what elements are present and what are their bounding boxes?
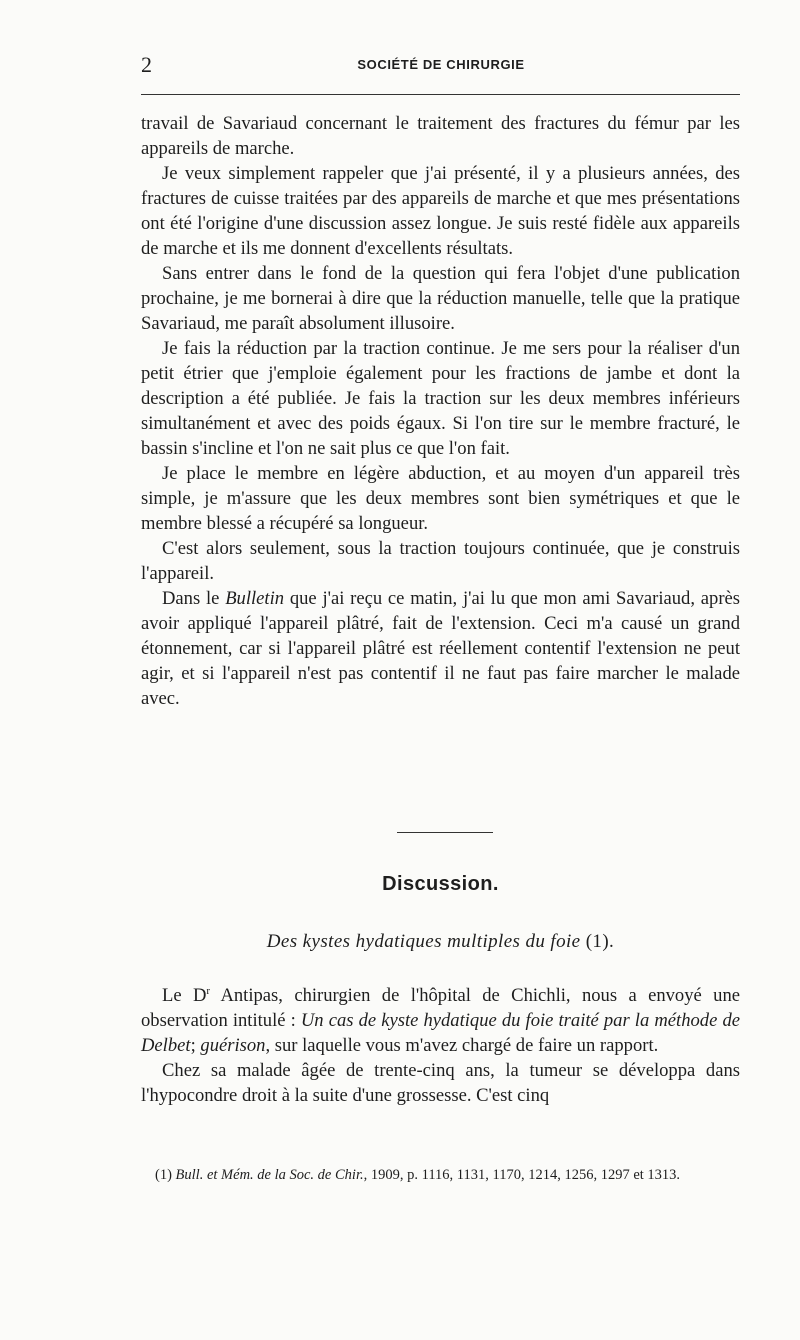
footnote-ref: (1). (585, 931, 615, 952)
paragraph (141, 983, 740, 1058)
paragraph: Sans entrer dans le fond de la question qui fera l'objet d'une publication prochaine, je me bornerai à dire que la réduction manuelle, telle que la pratique Savariaud, me paraît absolument illusoire. (141, 263, 740, 334)
paragraph: C'est alors seulement, sous la traction toujours continuée, que je construis l'appareil. (141, 538, 740, 584)
footnote-text: , 1909, p. 1116, 1131, 1170, 1214, 1256, 1297 et 1313. (363, 1167, 681, 1183)
paragraph-text: , sur laquelle vous m'avez chargé de faire un rapport. (265, 1035, 659, 1056)
footnote-number: (1) (155, 1167, 176, 1183)
header-rule (141, 94, 740, 95)
paragraph: Je veux simplement rappeler que j'ai présenté, il y a plusieurs années, des fractures de cuisse traitées par des appareils de marche et que mes présentations ont été l'origine d'une discussion assez longue. Je suis resté fidèle aux appareils de marche et ils me donnent d'excellents résultats. (141, 163, 740, 259)
bulletin-title: Bulletin (225, 588, 285, 609)
subtitle-text: Des kystes hydatiques multiples du foie (266, 931, 581, 952)
paragraph-text: Le D (162, 985, 207, 1006)
observation-title: Un cas de kyste hydatique du foie traité par la méthode de Delbet (141, 1010, 740, 1056)
paragraph: Je fais la réduction par la traction continue. Je me sers pour la réaliser d'un petit étrier que j'emploie également pour les fractions de jambe et dont la description a été publiée. Je fais la traction sur les deux membres inférieurs simultanément et avec des poids égaux. Si l'on tire sur le membre fracturé, le bassin s'incline et l'on ne sait plus ce que l'on fait. (141, 338, 740, 459)
page-number: 2 (141, 52, 152, 77)
paragraph: Je place le membre en légère abduction, et au moyen d'un appareil très simple, je m'assure que les deux membres sont bien symétriques et que le membre blessé a récupéré sa longueur. (141, 463, 740, 534)
paragraph: Chez sa malade âgée de trente-cinq ans, la tumeur se développa dans l'hypocondre droit à la suite d'une grossesse. C'est cinq (141, 1060, 740, 1106)
running-title: SOCIÉTÉ DE CHIRURGIE (357, 57, 525, 72)
body-text (141, 111, 740, 711)
superscript: r (206, 984, 211, 997)
discussion-body (141, 983, 740, 1108)
page-header (141, 52, 741, 80)
observation-outcome: guérison (200, 1035, 266, 1056)
footnote-journal: Bull. et Mém. de la Soc. de Chir. (175, 1167, 364, 1183)
paragraph-text: ; (190, 1035, 201, 1056)
paragraph-text: Antipas, chirurgien de l'hôpital de Chichli, nous a envoyé une observation intitulé : (141, 985, 741, 1031)
footnote (141, 1165, 740, 1186)
paragraph (141, 586, 740, 711)
section-heading: Discussion. (382, 873, 499, 895)
paragraph-text: Dans le (162, 588, 226, 609)
section-divider (397, 832, 493, 833)
paragraph-text: que j'ai reçu ce matin, j'ai lu que mon ami Savariaud, après avoir appliqué l'appareil plâtré, fait de l'extension. Ceci m'a causé un grand étonnement, car si l'appareil plâtré est réellement contentif l'extension ne peut agir, et si l'appareil n'est pas contentif il ne faut pas faire marcher le malade avec. (141, 588, 740, 709)
section-subtitle (141, 931, 740, 953)
paragraph: travail de Savariaud concernant le traitement des fractures du fémur par les appareils de marche. (141, 113, 740, 159)
